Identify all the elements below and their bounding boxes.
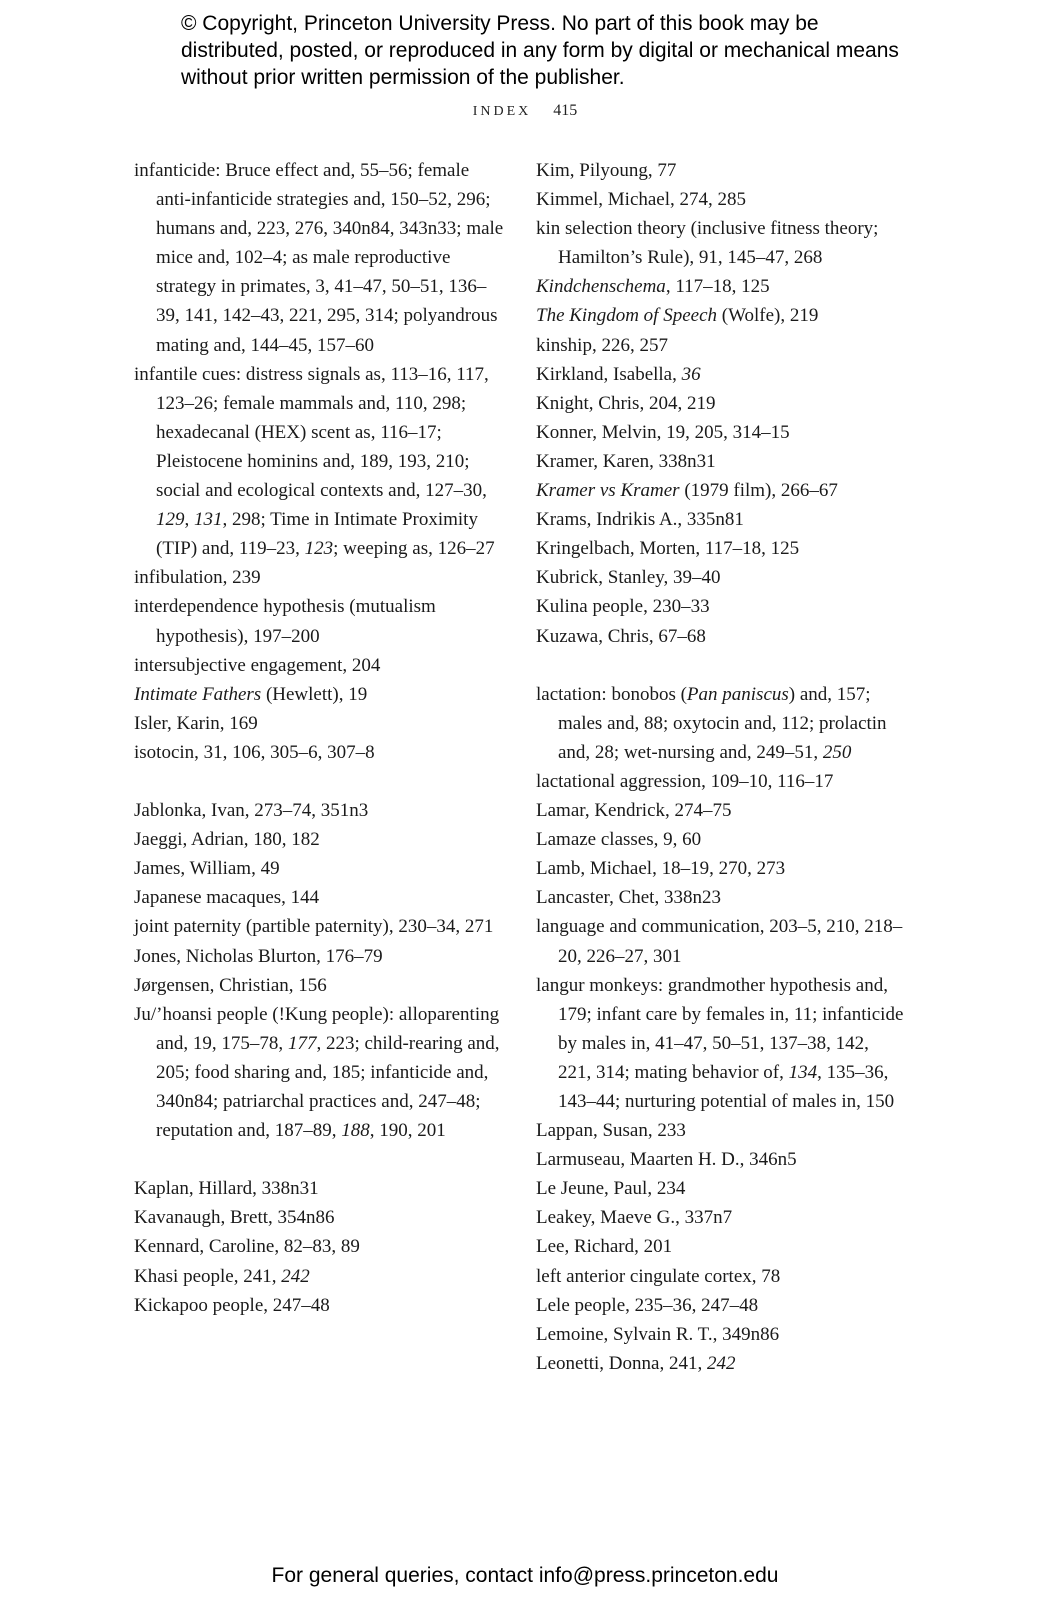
- index-entry: language and communication, 203–5, 210, 218–20, 226–27, 301: [536, 916, 903, 967]
- index-entry: kinship, 226, 257: [536, 334, 668, 356]
- index-entry: Kuzawa, Chris, 67–68: [536, 625, 706, 647]
- index-entry: isotocin, 31, 106, 305–6, 307–8: [134, 741, 375, 763]
- letter-group-gap: [134, 1145, 504, 1174]
- entry-italic-title: Kindchenschema: [536, 276, 666, 298]
- index-entry: [134, 360, 504, 564]
- index-entry: Kickapoo people, 247–48: [134, 1294, 330, 1316]
- index-entry: Jablonka, Ivan, 273–74, 351n3: [134, 800, 369, 822]
- index-entry: Lappan, Susan, 233: [536, 1120, 686, 1142]
- index-entry: Kulina people, 230–33: [536, 596, 710, 618]
- index-entry: intersubjective engagement, 204: [134, 654, 381, 676]
- index-entry: Japanese macaques, 144: [134, 887, 320, 909]
- entry-text: Khasi people, 241,: [134, 1265, 282, 1287]
- index-entry: Krams, Indrikis A., 335n81: [536, 509, 744, 531]
- index-entry: [134, 1000, 504, 1145]
- index-entry: Kringelbach, Morten, 117–18, 125: [536, 538, 800, 560]
- index-entry: Larmuseau, Maarten H. D., 346n5: [536, 1149, 797, 1171]
- index-entry: [536, 1349, 906, 1378]
- entry-text: , 190, 201: [369, 1120, 446, 1142]
- entry-italic-title: Kramer vs Kramer: [536, 480, 680, 502]
- entry-text: (Hewlett), 19: [261, 683, 368, 705]
- index-entry: [536, 476, 906, 505]
- entry-text: Leonetti, Donna, 241,: [536, 1352, 707, 1374]
- entry-italic-page: 134: [788, 1061, 818, 1083]
- index-entry: Lancaster, Chet, 338n23: [536, 887, 721, 909]
- page-number: 415: [553, 102, 578, 119]
- entry-text: ,: [184, 509, 194, 531]
- entry-text: lactation: bonobos (: [536, 683, 687, 705]
- index-entry: [536, 301, 906, 330]
- running-head: [0, 102, 1050, 120]
- index-entry: Kim, Pilyoung, 77: [536, 160, 677, 181]
- entry-italic-page: 123: [304, 538, 334, 560]
- index-entry: [536, 680, 906, 767]
- entry-text: Kirkland, Isabella,: [536, 363, 682, 385]
- index-column-right: [536, 156, 906, 1378]
- index-entry: Lele people, 235–36, 247–48: [536, 1294, 759, 1316]
- copyright-notice: © Copyright, Princeton University Press. No part of this book may be distributed, posted, or reproduced in any form by digital or mechanical means without prior written permission of the publisher.: [181, 12, 899, 89]
- index-entry: infibulation, 239: [134, 567, 261, 589]
- index-entry: Kennard, Caroline, 82–83, 89: [134, 1236, 360, 1258]
- index-entry: Jørgensen, Christian, 156: [134, 974, 327, 996]
- entry-text: , 223; child-rearing and, 205; food sharing and, 185; infanticide and, 340n84; patriarchal practices and, 247–48; reputation and, 187–89,: [156, 1032, 500, 1142]
- index-entry: James, William, 49: [134, 858, 280, 880]
- index-entry: Lamaze classes, 9, 60: [536, 829, 702, 851]
- entry-text: , 117–18, 125: [665, 276, 770, 298]
- entry-text: langur monkeys: grandmother hypothesis and, 179; infant care by females in, 11; infanticide by males in, 41–47, 50–51, 137–38, 142, 221, 314; mating behavior of,: [536, 974, 904, 1083]
- entry-text: , 135–36, 143–44; nurturing potential of males in, 150: [558, 1061, 895, 1112]
- footer-contact: For general queries, contact info@press.princeton.edu: [271, 1564, 779, 1587]
- index-entry: Lemoine, Sylvain R. T., 349n86: [536, 1323, 780, 1345]
- index-entry: Knight, Chris, 204, 219: [536, 392, 716, 414]
- entry-text: , 298; Time in Intimate Proximity (TIP) and, 119–23,: [156, 509, 478, 560]
- entry-italic-page: 129: [156, 509, 185, 531]
- index-entry: Kaplan, Hillard, 338n31: [134, 1178, 319, 1200]
- index-entry: [134, 1262, 504, 1291]
- entry-text: (1979 film), 266–67: [679, 480, 838, 502]
- entry-italic-page: 36: [681, 363, 701, 385]
- index-entry: [536, 360, 906, 389]
- entry-italic-page: 188: [341, 1120, 370, 1142]
- index-entry: [134, 680, 504, 709]
- entry-italic-page: 242: [706, 1352, 736, 1374]
- entry-italic-title: Intimate Fathers: [134, 683, 262, 705]
- index-entry: Lee, Richard, 201: [536, 1236, 673, 1258]
- entry-italic-page: 131: [194, 509, 223, 531]
- index-entry: Lamb, Michael, 18–19, 270, 273: [536, 858, 786, 880]
- letter-group-gap: [134, 767, 504, 796]
- index-entry: [536, 272, 906, 301]
- index-entry: interdependence hypothesis (mutualism hypothesis), 197–200: [134, 596, 436, 647]
- entry-text: Ju/’hoansi people (!Kung people): alloparenting and, 19, 175–78,: [134, 1003, 500, 1054]
- index-entry: Kubrick, Stanley, 39–40: [536, 567, 721, 589]
- index-column-left: [134, 156, 504, 1320]
- index-entry: Isler, Karin, 169: [134, 712, 258, 734]
- letter-group-gap: [536, 651, 906, 680]
- index-entry: Leakey, Maeve G., 337n7: [536, 1207, 733, 1229]
- index-entry: Le Jeune, Paul, 234: [536, 1178, 686, 1200]
- entry-text: ; weeping as, 126–27: [333, 538, 495, 560]
- index-entry: Lamar, Kendrick, 274–75: [536, 800, 732, 822]
- entry-text: ) and, 157; males and, 88; oxytocin and, 112; prolactin and, 28; wet-nursing and, 249–51,: [558, 683, 887, 763]
- index-entry: lactational aggression, 109–10, 116–17: [536, 770, 834, 792]
- running-head-label: INDEX: [472, 104, 532, 119]
- index-entry: Konner, Melvin, 19, 205, 314–15: [536, 421, 790, 443]
- index-entry: Kavanaugh, Brett, 354n86: [134, 1207, 335, 1229]
- index-entry: Jaeggi, Adrian, 180, 182: [134, 829, 320, 851]
- entry-text: infantile cues: distress signals as, 113–16, 117, 123–26; female mammals and, 110, 298; hexadecanal (HEX) scent as, 116–17; Pleistocene hominins and, 189, 193, 210; social and ecological contexts and, 127–30,: [134, 363, 489, 502]
- index-entry: Kimmel, Michael, 274, 285: [536, 189, 747, 211]
- index-entry: [536, 971, 906, 1116]
- entry-text: (Wolfe), 219: [717, 305, 819, 327]
- index-entry: Jones, Nicholas Blurton, 176–79: [134, 945, 383, 967]
- index-entry: infanticide: Bruce effect and, 55–56; female anti-infanticide strategies and, 150–52, 296; humans and, 223, 276, 340n84, 343n33; male mice and, 102–4; as male reproductive strategy in primates, 3, 41–47, 50–51, 136–39, 141, 142–43, 221, 295, 314; polyandrous mating and, 144–45, 157–60: [134, 160, 504, 356]
- index-entry: Kramer, Karen, 338n31: [536, 450, 716, 472]
- entry-italic-term: Pan paniscus: [686, 683, 789, 705]
- entry-italic-title: The Kingdom of Speech: [536, 305, 718, 327]
- index-entry: left anterior cingulate cortex, 78: [536, 1265, 781, 1287]
- entry-italic-page: 250: [822, 741, 852, 763]
- entry-italic-page: 242: [281, 1265, 310, 1287]
- index-entry: joint paternity (partible paternity), 230–34, 271: [134, 916, 494, 938]
- index-entry: kin selection theory (inclusive fitness theory; Hamilton’s Rule), 91, 145–47, 268: [536, 218, 879, 269]
- entry-italic-page: 177: [287, 1032, 317, 1054]
